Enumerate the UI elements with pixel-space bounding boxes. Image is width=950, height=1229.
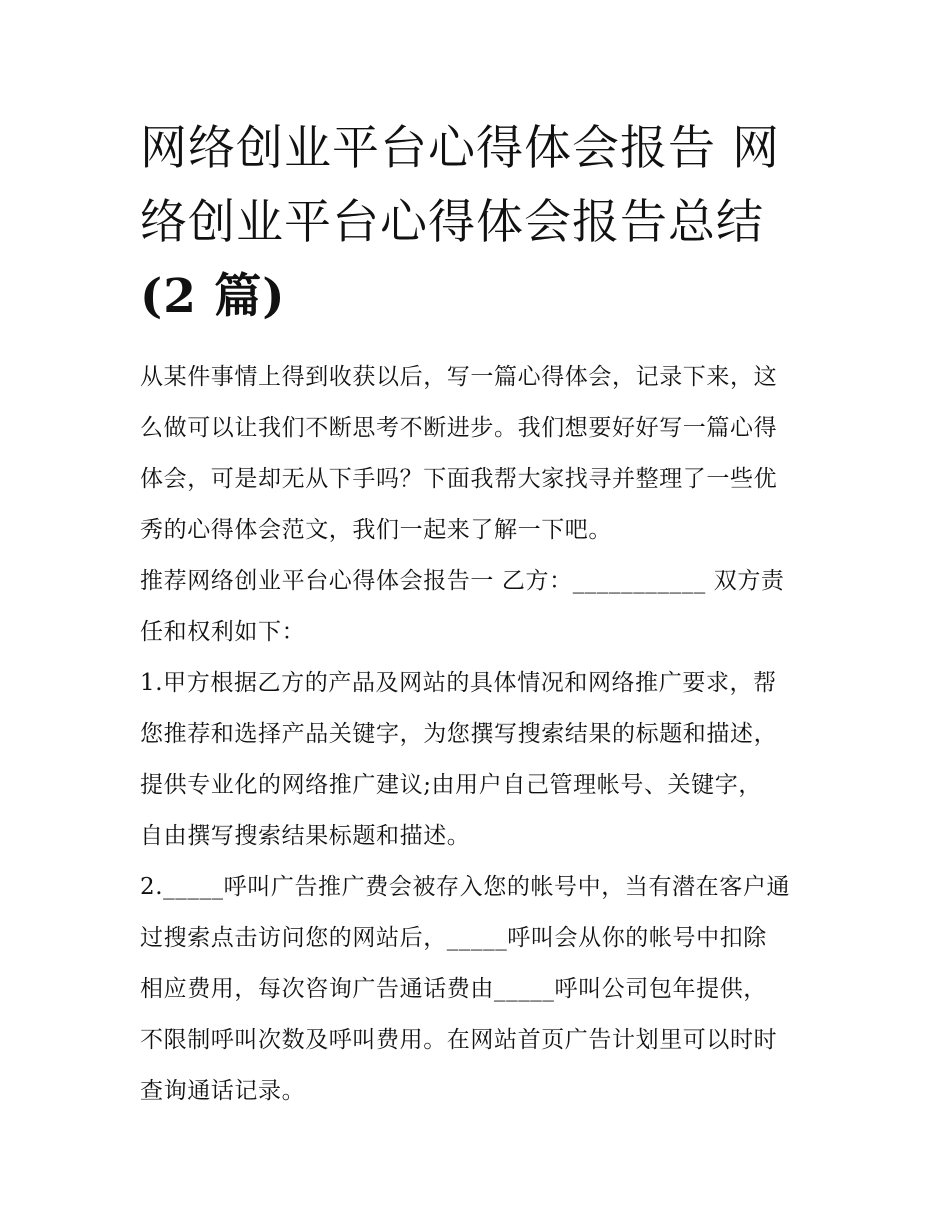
- paragraph-line: 秀的心得体会范文，我们一起来了解一下吧。: [140, 517, 612, 543]
- paragraph-line: 查询通话记录。: [140, 1078, 306, 1104]
- paragraph-line: 么做可以让我们不断思考不断进步。我们想要好好写一篇心得: [140, 415, 778, 441]
- paragraph-intro: [140, 352, 812, 556]
- paragraph-line: 从某件事情上得到收获以后，写一篇心得体会，记录下来，这: [140, 364, 778, 390]
- title-line-2: 络创业平台心得体会报告总结: [140, 195, 764, 250]
- paragraph-line: 过搜索点击访问您的网站后，_____呼叫会从你的帐号中扣除: [140, 925, 767, 951]
- title-line-3: (2 篇): [140, 269, 286, 324]
- document-title: [140, 112, 812, 334]
- title-line-1: 网络创业平台心得体会报告 网: [140, 121, 780, 176]
- paragraph-line: 体会，可是却无从下手吗？下面我帮大家找寻并整理了一些优: [140, 466, 778, 492]
- paragraph-line: 不限制呼叫次数及呼叫费用。在网站首页广告计划里可以时时: [140, 1027, 778, 1053]
- document-page: [140, 112, 812, 1117]
- paragraph-line: 1.甲方根据乙方的产品及网站的具体情况和网络推广要求，帮: [140, 670, 777, 696]
- paragraph-line: 2._____呼叫广告推广费会被存入您的帐号中，当有潜在客户通: [140, 874, 791, 900]
- paragraph-line: 任和权利如下：: [140, 619, 306, 645]
- paragraph-line: 您推荐和选择产品关键字，为您撰写搜索结果的标题和描述，: [140, 721, 778, 747]
- document-body: [140, 352, 812, 1117]
- paragraph-item-2: [140, 862, 812, 1117]
- paragraph-item-1: [140, 658, 812, 862]
- paragraph-recommend: [140, 556, 812, 658]
- paragraph-line: 提供专业化的网络推广建议;由用户自己管理帐号、关键字，: [140, 772, 762, 798]
- paragraph-line: 推荐网络创业平台心得体会报告一 乙方：___________ 双方责: [140, 568, 785, 594]
- paragraph-line: 自由撰写搜索结果标题和描述。: [140, 823, 471, 849]
- paragraph-line: 相应费用，每次咨询广告通话费由_____呼叫公司包年提供，: [140, 976, 767, 1002]
